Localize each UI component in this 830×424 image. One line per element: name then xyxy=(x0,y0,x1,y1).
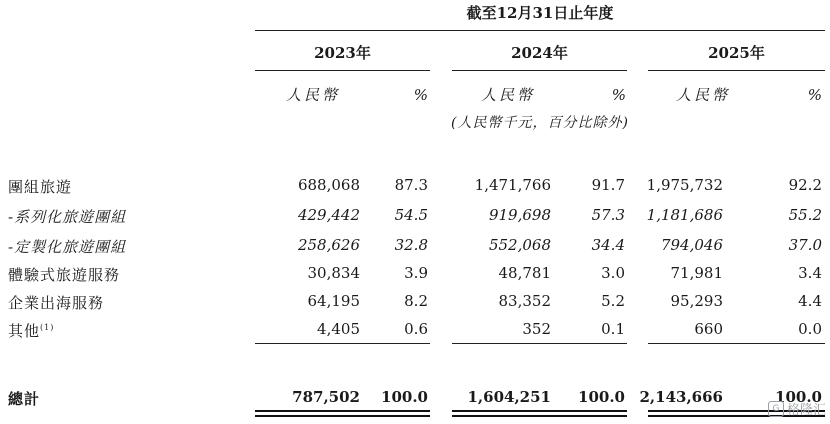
percent-2025: 55.2 xyxy=(788,206,822,224)
col-currency-2023: 人民幣 xyxy=(286,86,341,104)
year-2024-underline xyxy=(452,70,627,71)
value-2025: 660 xyxy=(694,320,723,338)
year-2024-header: 2024年 xyxy=(511,44,568,62)
total-percent-2025: 100.0 xyxy=(775,388,822,406)
value-2023: 64,195 xyxy=(307,292,360,310)
value-2025: 794,046 xyxy=(660,236,723,254)
total-double-rule-2024-b xyxy=(452,415,627,417)
total-label: 總計 xyxy=(8,390,41,408)
period-header: 截至12月31日止年度 xyxy=(466,4,614,22)
percent-2023: 8.2 xyxy=(404,292,428,310)
total-percent-2024: 100.0 xyxy=(578,388,625,406)
footnote-marker: (1) xyxy=(40,323,55,332)
year-2023-header: 2023年 xyxy=(314,44,371,62)
value-2024: 919,698 xyxy=(488,206,551,224)
value-2025: 1,975,732 xyxy=(646,176,723,194)
row-label: 團組旅遊 xyxy=(8,178,73,196)
percent-2024: 0.1 xyxy=(601,320,625,338)
value-2024: 48,781 xyxy=(498,264,551,282)
total-rule-2024 xyxy=(452,343,627,344)
col-percent-2023: % xyxy=(413,86,428,104)
percent-2023: 3.9 xyxy=(404,264,428,282)
row-label: 體驗式旅遊服務 xyxy=(8,266,121,284)
percent-2024: 57.3 xyxy=(591,206,625,224)
percent-2025: 0.0 xyxy=(798,320,822,338)
value-2023: 688,068 xyxy=(297,176,360,194)
row-label: 企業出海服務 xyxy=(8,294,105,312)
value-2025: 71,981 xyxy=(670,264,723,282)
value-2023: 4,405 xyxy=(317,320,360,338)
col-percent-2025: % xyxy=(807,86,822,104)
percent-2023: 87.3 xyxy=(394,176,428,194)
col-currency-2025: 人民幣 xyxy=(676,86,731,104)
year-2025-header: 2025年 xyxy=(708,44,765,62)
total-double-rule-2024-a xyxy=(452,410,627,412)
percent-2024: 34.4 xyxy=(591,236,625,254)
unit-note: (人民幣千元，百分比除外) xyxy=(451,115,629,131)
percent-2024: 91.7 xyxy=(591,176,625,194)
percent-2023: 54.5 xyxy=(394,206,428,224)
value-2023: 30,834 xyxy=(307,264,360,282)
col-percent-2024: % xyxy=(611,86,626,104)
watermark-text: 格隆汇 xyxy=(786,403,826,418)
value-2023: 258,626 xyxy=(297,236,360,254)
total-rule-2025 xyxy=(648,343,825,344)
total-double-rule-2023-a xyxy=(255,410,430,412)
row-label: 其他 xyxy=(8,322,41,340)
percent-2025: 92.2 xyxy=(788,176,822,194)
value-2024: 552,068 xyxy=(488,236,551,254)
total-percent-2023: 100.0 xyxy=(381,388,428,406)
row-label-with-footnote xyxy=(8,320,54,341)
value-2025: 95,293 xyxy=(670,292,723,310)
value-2024: 1,471,766 xyxy=(474,176,551,194)
percent-2023: 0.6 xyxy=(404,320,428,338)
percent-2023: 32.8 xyxy=(394,236,428,254)
watermark xyxy=(768,399,826,418)
year-2025-underline xyxy=(648,70,825,71)
percent-2025: 4.4 xyxy=(798,292,822,310)
percent-2024: 5.2 xyxy=(601,292,625,310)
watermark-logo-icon: G xyxy=(768,401,784,417)
value-2024: 83,352 xyxy=(498,292,551,310)
value-2023: 429,442 xyxy=(297,206,360,224)
total-value-2025: 2,143,666 xyxy=(639,388,723,406)
value-2024: 352 xyxy=(522,320,551,338)
value-2025: 1,181,686 xyxy=(646,206,723,224)
percent-2025: 3.4 xyxy=(798,264,822,282)
total-value-2023: 787,502 xyxy=(292,388,360,406)
col-currency-2024: 人民幣 xyxy=(481,86,536,104)
total-value-2024: 1,604,251 xyxy=(467,388,551,406)
row-label: -系列化旅遊團組 xyxy=(8,208,127,226)
percent-2025: 37.0 xyxy=(788,236,822,254)
year-2023-underline xyxy=(255,70,430,71)
total-rule-2023 xyxy=(255,343,430,344)
percent-2024: 3.0 xyxy=(601,264,625,282)
row-label: -定製化旅遊團組 xyxy=(8,238,127,256)
period-underline xyxy=(255,30,825,31)
total-double-rule-2023-b xyxy=(255,415,430,417)
